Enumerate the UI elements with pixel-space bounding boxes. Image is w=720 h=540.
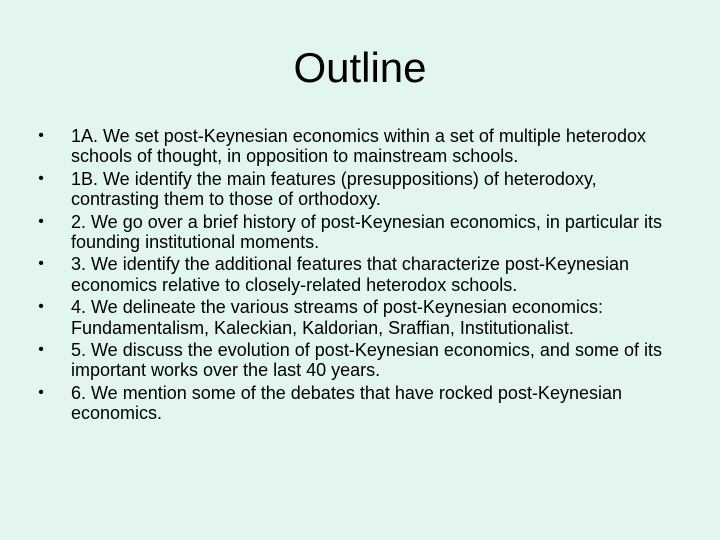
outline-item-text: 4. We delineate the various streams of post-Keynesian economics: Fundamentalism, Kaleckian, Kaldorian, Sraffian, Institutionalist. [71,297,603,338]
outline-item-1b [40,169,680,210]
outline-item-5 [40,340,680,381]
bullet-icon: • [38,169,44,187]
outline-item-text: 5. We discuss the evolution of post-Keynesian economics, and some of its important works over the last 40 years. [71,340,662,381]
bullet-icon: • [38,212,44,230]
bullet-icon: • [38,127,44,144]
bullet-icon: • [38,341,44,359]
bullet-icon: • [38,383,44,401]
outline-item-3 [40,254,680,295]
outline-item-4 [40,297,680,338]
outline-list [40,126,680,426]
outline-item-text: 1B. We identify the main features (presuppositions) of heterodoxy, contrasting them to those of orthodoxy. [71,168,597,210]
outline-item-2 [40,212,680,253]
outline-item-6 [40,383,680,424]
outline-item-text: 6. We mention some of the debates that have rocked post-Keynesian economics. [71,382,622,424]
slide-title-text: Outline [293,44,427,91]
bullet-icon: • [38,298,44,316]
outline-item-text: 3. We identify the additional features that characterize post-Keynesian economics relative to closely-related heterodox schools. [71,254,629,295]
slide-title [0,43,720,93]
outline-item-text: 2. We go over a brief history of post-Keynesian economics, in particular its founding institutional moments. [71,211,662,253]
outline-item-text: 1A. We set post-Keynesian economics within a set of multiple heterodox schools of thought, in opposition to mainstream schools. [71,126,646,167]
bullet-icon: • [38,255,44,273]
outline-item-1a [40,126,680,167]
